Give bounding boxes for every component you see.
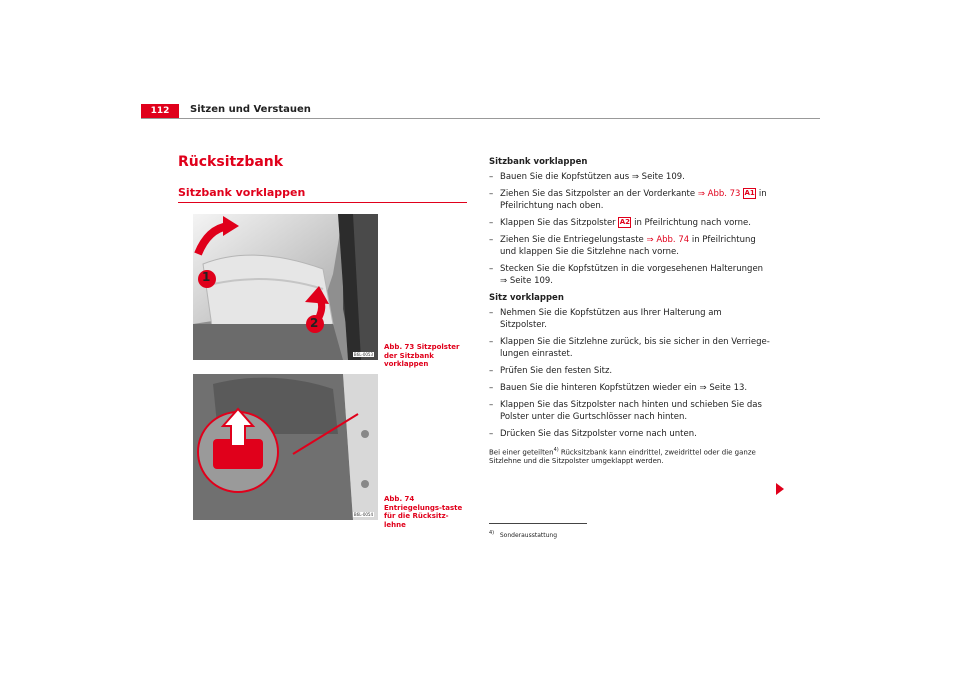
figure-release-button bbox=[193, 374, 378, 520]
list-item: – Klappen Sie das Sitzpolster nach hinten und schieben Sie das Polster unter die Gurtschlösser nach hinten. bbox=[489, 400, 762, 422]
section-heading: Sitzbank vorklappen bbox=[178, 186, 306, 199]
page-number: 112 bbox=[141, 104, 179, 118]
section-title: Sitz vorklappen bbox=[489, 293, 564, 303]
figure-link[interactable]: ⇒ Abb. 73 bbox=[697, 189, 741, 199]
list-item: – Stecken Sie die Kopfstützen in die vorgesehenen Halterungen ⇒ Seite 109. bbox=[489, 264, 764, 286]
continue-arrow-icon bbox=[776, 483, 784, 495]
running-header: Sitzen und Verstauen bbox=[190, 104, 311, 115]
callout-2: 2 bbox=[310, 316, 319, 330]
instruction-column bbox=[489, 156, 771, 466]
callout-badge: A2 bbox=[619, 218, 631, 226]
list-item: – Klappen Sie das Sitzpolster A2 in Pfeilrichtung nach vorne. bbox=[489, 218, 751, 228]
figure-caption-73: Abb. 73 Sitzpolster der Sitzbank vorklappen bbox=[384, 343, 460, 368]
figure-caption-74: Abb. 74 Entriegelungs-taste für die Rücksitz-lehne bbox=[384, 495, 463, 529]
header-divider bbox=[141, 118, 820, 119]
footnote-divider bbox=[489, 523, 587, 524]
figure-seat-cushion bbox=[193, 214, 378, 360]
list-item: – Bauen Sie die hinteren Kopfstützen wieder ein ⇒ Seite 13. bbox=[489, 383, 748, 393]
figure-code: B6L-0054 bbox=[353, 512, 373, 517]
figure-code: B6L-0053 bbox=[353, 352, 373, 357]
list-item: – Nehmen Sie die Kopfstützen aus Ihrer Halterung am Sitzpolster. bbox=[489, 308, 722, 330]
note-text: Bei einer geteilten$^{4)}$ Rücksitzbank kann eindrittel, zweidrittel oder die ganze Sitzlehne und die Sitzpolster umgeklappt werden. bbox=[489, 447, 756, 466]
list-item: – Drücken Sie das Sitzpolster vorne nach unten. bbox=[489, 429, 697, 439]
list-item: – Klappen Sie die Sitzlehne zurück, bis sie sicher in den Verriege-lungen einrastet. bbox=[489, 337, 770, 359]
list-item: – Ziehen Sie das Sitzpolster an der Vorderkante ⇒ Abb. 73 A1 in Pfeilrichtung nach oben. bbox=[489, 189, 767, 211]
callout-1: 1 bbox=[202, 270, 211, 284]
seat-illustration bbox=[193, 214, 378, 360]
footnote: $^{4)}$ Sonderausstattung bbox=[489, 530, 558, 539]
section-title: Sitzbank vorklappen bbox=[489, 157, 588, 167]
chapter-heading: Rücksitzbank bbox=[178, 154, 284, 170]
section-divider bbox=[178, 202, 467, 203]
figure-link[interactable]: ⇒ Abb. 74 bbox=[646, 235, 690, 245]
list-item: – Prüfen Sie den festen Sitz. bbox=[489, 366, 613, 376]
list-item: – Bauen Sie die Kopfstützen aus ⇒ Seite 109. bbox=[489, 172, 685, 182]
list-item: – Ziehen Sie die Entriegelungstaste ⇒ Abb. 74 in Pfeilrichtung und klappen Sie die Sitzlehne nach vorne. bbox=[489, 235, 756, 257]
callout-badge: A1 bbox=[744, 189, 755, 197]
backrest-illustration bbox=[193, 374, 378, 520]
